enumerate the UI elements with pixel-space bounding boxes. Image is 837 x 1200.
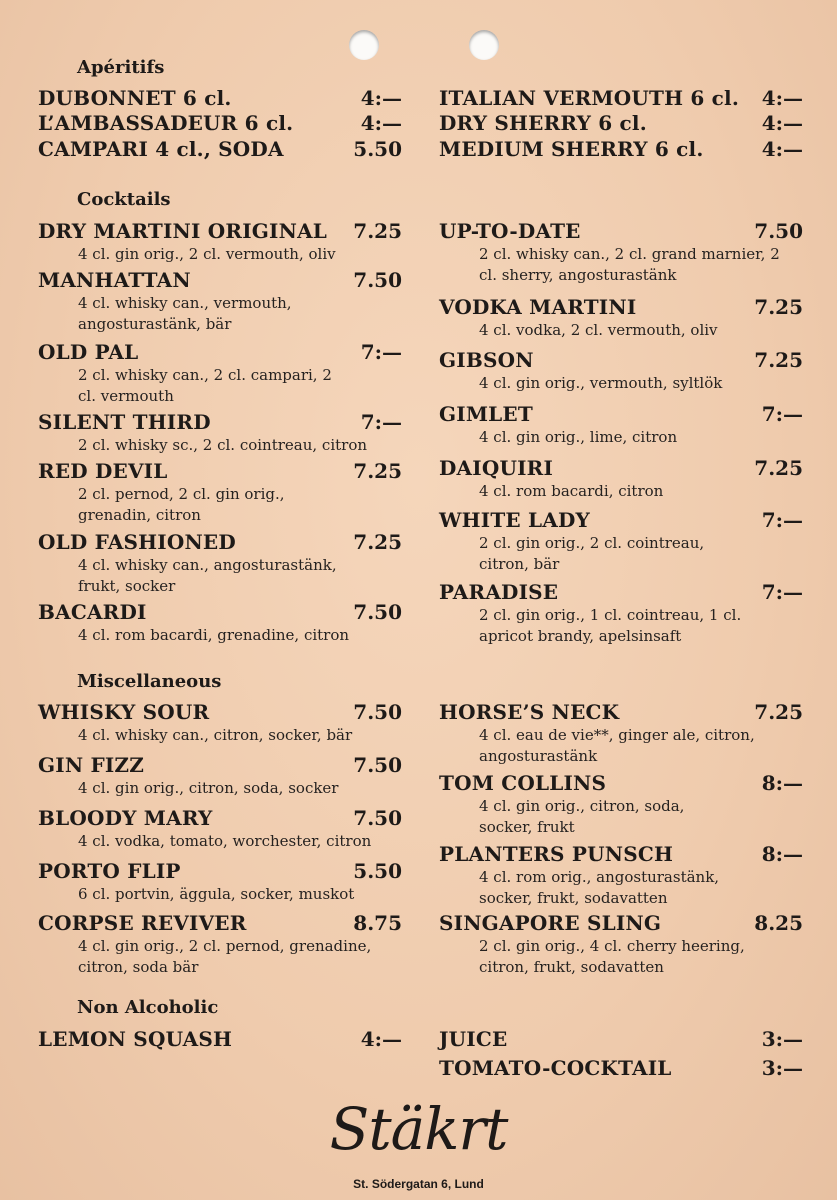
item-price: 7.50 — [353, 600, 402, 624]
item-name: SILENT THIRD — [38, 410, 211, 434]
item-name: MEDIUM SHERRY 6 cl. — [439, 137, 704, 161]
item-name: CORPSE REVIVER — [38, 911, 247, 935]
item-description: 4 cl. vodka, 2 cl. vermouth, oliv — [479, 321, 718, 339]
item-name: DRY SHERRY 6 cl. — [439, 111, 647, 135]
item-name: RED DEVIL — [38, 459, 168, 483]
section-heading-non-alcoholic: Non Alcoholic — [77, 997, 219, 1018]
item-name: DAIQUIRI — [439, 456, 554, 480]
item-price: 5.50 — [353, 137, 402, 161]
item-price: 7.25 — [353, 459, 402, 483]
item-price: 7:— — [360, 410, 402, 434]
item-name: OLD PAL — [38, 340, 139, 364]
item-description: 2 cl. whisky can., 2 cl. campari, 2 cl. vermouth — [78, 366, 332, 405]
item-name: BACARDI — [38, 600, 147, 624]
item-name: GIBSON — [439, 348, 534, 372]
item-price: 8:— — [761, 771, 803, 795]
section-heading-aperitifs: Apéritifs — [77, 57, 165, 78]
item-description: 4 cl. rom bacardi, citron — [479, 482, 664, 500]
item-description: 4 cl. gin orig., 2 cl. pernod, grenadine, citron, soda bär — [78, 937, 372, 976]
section-heading-miscellaneous: Miscellaneous — [77, 671, 222, 692]
item-description: 2 cl. gin orig., 4 cl. cherry heering, citron, frukt, sodavatten — [479, 937, 745, 976]
section-heading-cocktails: Cocktails — [77, 189, 171, 210]
item-price: 4:— — [360, 111, 402, 135]
punch-hole-right — [469, 30, 499, 60]
item-price: 7.50 — [353, 700, 402, 724]
item-name: MANHATTAN — [38, 268, 191, 292]
item-price: 7.25 — [754, 456, 803, 480]
item-name: TOMATO-COCKTAIL — [439, 1056, 672, 1080]
item-description: 4 cl. vodka, tomato, worchester, citron — [78, 832, 372, 850]
item-description: 4 cl. gin orig., citron, soda, socker — [78, 779, 339, 797]
item-price: 7:— — [761, 580, 803, 604]
item-name: PLANTERS PUNSCH — [439, 842, 674, 866]
item-name: L’AMBASSADEUR 6 cl. — [38, 111, 294, 135]
item-price: 5.50 — [353, 859, 402, 883]
item-price: 4:— — [761, 137, 803, 161]
item-description: 4 cl. gin orig., citron, soda, socker, frukt — [479, 797, 685, 836]
item-price: 7.25 — [754, 700, 803, 724]
item-price: 7.25 — [353, 219, 402, 243]
item-description: 2 cl. whisky sc., 2 cl. cointreau, citron — [78, 436, 368, 454]
item-price: 7.25 — [754, 295, 803, 319]
item-price: 4:— — [761, 111, 803, 135]
item-description: 4 cl. rom orig., angosturastänk, socker, frukt, sodavatten — [479, 868, 720, 907]
item-name: UP-TO-DATE — [439, 219, 581, 243]
item-name: WHISKY SOUR — [38, 700, 210, 724]
item-description: 4 cl. eau de vie**, ginger ale, citron, angosturastänk — [479, 726, 755, 765]
item-price: 7.50 — [353, 753, 402, 777]
item-price: 7.50 — [754, 219, 803, 243]
item-name: PORTO FLIP — [38, 859, 181, 883]
item-price: 7:— — [761, 508, 803, 532]
item-name: CAMPARI 4 cl., SODA — [38, 137, 284, 161]
item-name: SINGAPORE SLING — [439, 911, 662, 935]
item-name: JUICE — [439, 1027, 508, 1051]
item-name: HORSE’S NECK — [439, 700, 620, 724]
item-price: 7.50 — [353, 268, 402, 292]
item-price: 4:— — [360, 1027, 402, 1051]
item-name: WHITE LADY — [439, 508, 591, 532]
item-name: LEMON SQUASH — [38, 1027, 233, 1051]
item-description: 2 cl. gin orig., 1 cl. cointreau, 1 cl. apricot brandy, apelsinsaft — [479, 606, 742, 645]
item-description: 4 cl. gin orig., 2 cl. vermouth, oliv — [78, 245, 336, 263]
item-description: 4 cl. whisky can., citron, socker, bär — [78, 726, 353, 744]
item-price: 7.50 — [353, 806, 402, 830]
item-price: 8.75 — [353, 911, 402, 935]
restaurant-address: St. Södergatan 6, Lund — [353, 1177, 484, 1191]
item-name: GIMLET — [439, 402, 533, 426]
item-price: 7.25 — [353, 530, 402, 554]
item-price: 8.25 — [754, 911, 803, 935]
item-price: 4:— — [761, 86, 803, 110]
item-description: 2 cl. gin orig., 2 cl. cointreau, citron, bär — [479, 534, 705, 573]
item-price: 7:— — [360, 340, 402, 364]
item-price: 3:— — [761, 1056, 803, 1080]
item-description: 4 cl. gin orig., vermouth, syltlök — [479, 374, 723, 392]
item-name: OLD FASHIONED — [38, 530, 236, 554]
item-name: VODKA MARTINI — [439, 295, 637, 319]
item-description: 2 cl. pernod, 2 cl. gin orig., grenadin, citron — [78, 485, 285, 524]
item-name: DRY MARTINI ORIGINAL — [38, 219, 328, 243]
item-description: 6 cl. portvin, äggula, socker, muskot — [78, 885, 355, 903]
item-name: TOM COLLINS — [439, 771, 607, 795]
item-price: 7.25 — [754, 348, 803, 372]
item-name: DUBONNET 6 cl. — [38, 86, 232, 110]
item-description: 4 cl. whisky can., vermouth, angosturastänk, bär — [78, 294, 292, 333]
item-price: 4:— — [360, 86, 402, 110]
item-description: 4 cl. whisky can., angosturastänk, frukt, socker — [78, 556, 337, 595]
item-description: 2 cl. whisky can., 2 cl. grand marnier, 2 cl. sherry, angosturastänk — [479, 245, 780, 284]
item-name: BLOODY MARY — [38, 806, 213, 830]
item-price: 3:— — [761, 1027, 803, 1051]
punch-hole-left — [349, 30, 379, 60]
logo-wordmark: Stäkrt — [329, 1095, 508, 1163]
restaurant-logo — [0, 1095, 837, 1163]
item-name: GIN FIZZ — [38, 753, 145, 777]
item-description: 4 cl. rom bacardi, grenadine, citron — [78, 626, 350, 644]
item-description: 4 cl. gin orig., lime, citron — [479, 428, 678, 446]
item-name: ITALIAN VERMOUTH 6 cl. — [439, 86, 739, 110]
item-price: 7:— — [761, 402, 803, 426]
item-name: PARADISE — [439, 580, 559, 604]
item-price: 8:— — [761, 842, 803, 866]
